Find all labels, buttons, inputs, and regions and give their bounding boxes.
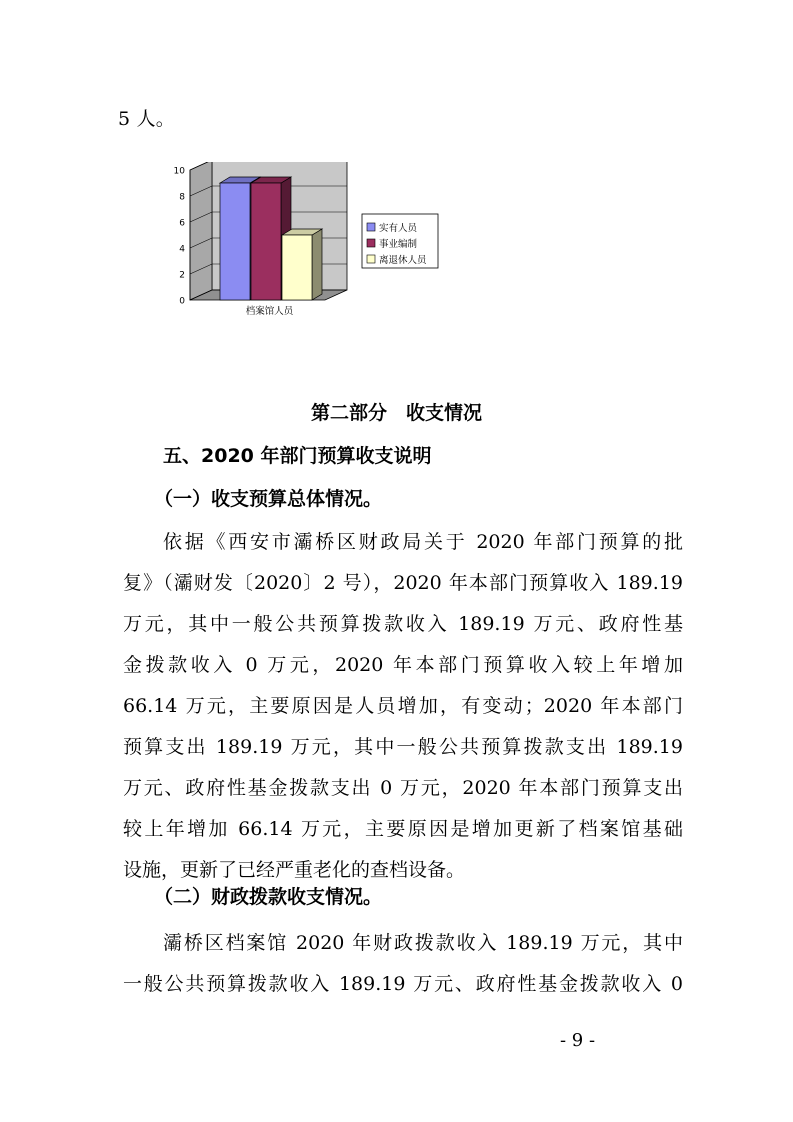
paragraph-line: 较上年增加 66.14 万元，主要原因是增加更新了档案馆基础: [123, 818, 683, 840]
paragraph-line: 66.14 万元，主要原因是人员增加，有变动；2020 年本部门: [123, 695, 683, 717]
paragraph-line: 金拨款收入 0 万元，2020 年本部门预算收入较上年增加: [123, 654, 683, 676]
legend-label: 实有人员: [379, 223, 418, 234]
paragraph-line: 万元、政府性基金拨款支出 0 万元，2020 年本部门预算支出: [123, 777, 683, 799]
legend-swatch: [367, 223, 375, 231]
paragraph-line: 设施，更新了已经严重老化的查档设备。: [123, 859, 466, 881]
legend-swatch: [367, 255, 375, 263]
heading-five: 五、2020 年部门预算收支说明: [163, 445, 432, 467]
y-tick-label: 2: [179, 270, 185, 281]
heading-subsection-1: （一）收支预算总体情况。: [154, 488, 383, 510]
legend-label: 离退休人员: [379, 255, 427, 266]
bar: [251, 183, 281, 300]
x-category-label: 档案馆人员: [245, 306, 294, 317]
section-title: 第二部分 收支情况: [310, 402, 482, 424]
y-tick-label: 4: [179, 244, 185, 255]
paragraph-line: 万元，其中一般公共预算拨款收入 189.19 万元、政府性基: [123, 613, 683, 635]
chart-side-wall: [190, 162, 212, 300]
page-number: - 9 -: [560, 1030, 596, 1051]
paragraph-line: 复》（灞财发〔2020〕2 号），2020 年本部门预算收入 189.19: [123, 572, 683, 594]
paragraph-line: 依据《西安市灞桥区财政局关于 2020 年部门预算的批: [163, 531, 683, 553]
staff-bar-chart: [170, 162, 450, 322]
bar: [220, 183, 250, 300]
paragraph-line: 一般公共预算拨款收入 189.19 万元、政府性基金拨款收入 0: [123, 973, 683, 995]
intro-fragment: 5 人。: [118, 108, 175, 130]
paragraph-line: 预算支出 189.19 万元，其中一般公共预算拨款支出 189.19: [123, 736, 683, 758]
paragraph-line: 灞桥区档案馆 2020 年财政拨款收入 189.19 万元，其中: [163, 932, 683, 954]
bar-side: [312, 229, 322, 300]
y-tick-label: 6: [179, 218, 185, 229]
y-tick-label: 8: [179, 192, 185, 203]
heading-subsection-2: （二）财政拨款收支情况。: [154, 886, 383, 908]
legend-label: 事业编制: [379, 239, 418, 250]
bar: [282, 235, 312, 300]
y-tick-label: 0: [179, 296, 185, 307]
y-tick-label: 10: [173, 166, 185, 177]
legend-swatch: [367, 239, 375, 247]
